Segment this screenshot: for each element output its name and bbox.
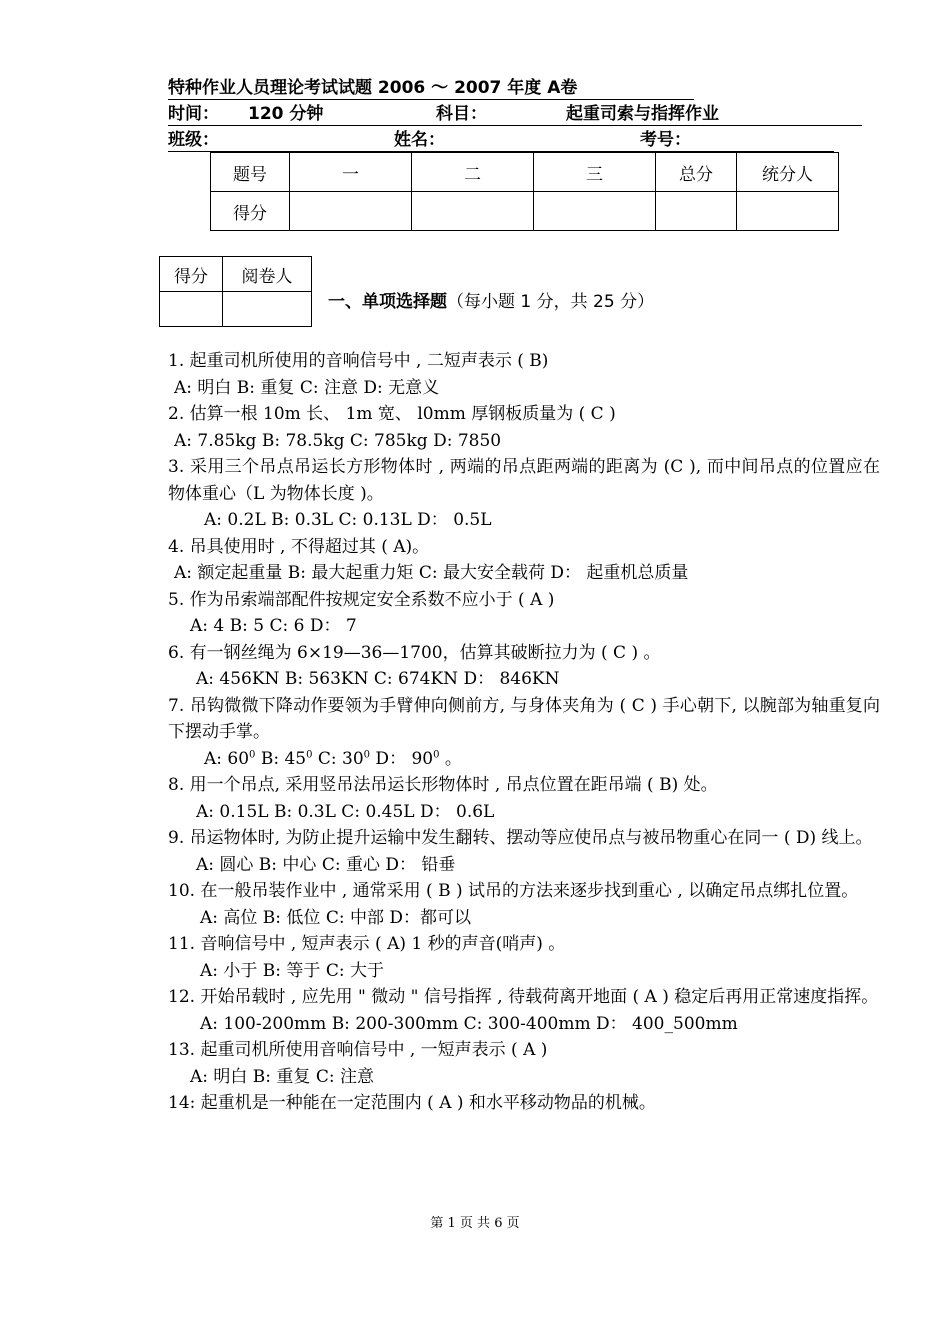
options-line: A: 高位 B: 低位 C: 中部 D：都可以 (200, 907, 472, 928)
options-line: A: 0.2L B: 0.3L C: 0.13L D： 0.5L (204, 510, 492, 530)
score-table-header (211, 153, 839, 192)
options-line: A: 明白 B: 重复 C: 注意 (190, 1066, 374, 1087)
options-line: A: 0.15L B: 0.3L C: 0.45L D： 0.6L (196, 801, 495, 822)
question-line: 10. 在一般吊装作业中 , 通常采用 ( B ) 试吊的方法来逐步找到重心 , 以确定吊点绑扎位置。 (168, 881, 859, 901)
exam-title (168, 77, 694, 100)
options-line: A: 456KN B: 563KN C: 674KN D： 846KN (196, 669, 560, 689)
question-line: 2. 估算一根 10m 长、 1m 宽、 l0mm 厚钢板质量为 ( C ) (168, 404, 616, 424)
score-cell (290, 192, 412, 231)
grader-table-row (160, 292, 312, 327)
question-line: 4. 吊具使用时 , 不得超过其 ( A)。 (168, 536, 430, 557)
question-line: 14: 起重机是一种能在一定范围内 ( A ) 和水平移动物品的机械。 (168, 1093, 656, 1113)
subject-value: 起重司索与指挥作业 (566, 104, 719, 124)
question-line: 5. 作为吊索端部配件按规定安全系数不应小于 ( A ) (168, 589, 555, 610)
name-label: 姓名： (394, 130, 445, 150)
question-line: 13. 起重司机所使用音响信号中 , 一短声表示 ( A ) (168, 1040, 548, 1060)
options-line: A: 小于 B: 等于 C: 大于 (200, 960, 384, 981)
score-header-cell: 一 (290, 153, 412, 192)
options-line: A: 4 B: 5 C: 6 D： 7 (190, 616, 357, 636)
grader-header-cell: 得分 (160, 257, 223, 292)
score-header-cell: 总分 (656, 153, 737, 192)
question-line: 7. 吊钩微微下降动作要领为手臂伸向侧前方, 与身体夹角为 ( C ) 手心朝下, 以腕部为轴重复向下摆动手掌。 (168, 695, 880, 742)
score-table-row (211, 192, 839, 231)
question-line: 8. 用一个吊点, 采用竖吊法吊运长形物体时 , 吊点位置在距吊端 ( B) 处。 (168, 775, 718, 795)
time-label: 时间： (168, 104, 219, 124)
options-line: A: $60^0$ B: $45^0$ C: $30^0$ D： $90^0$ 。 (204, 748, 462, 769)
question-line: 3. 采用三个吊点吊运长方形物体时 , 两端的吊点距两端的距离为 (C ), 而中间吊点的位置应在物体重心（L 为物体长度 )。 (168, 457, 880, 504)
grader-header-cell: 阅卷人 (223, 257, 312, 292)
student-info-line (168, 129, 834, 152)
score-header-cell: 统分人 (737, 153, 839, 192)
class-label: 班级： (168, 130, 219, 150)
section-title (328, 287, 654, 312)
page-footer: 第 1 页 共 6 页 (430, 1216, 520, 1231)
question-line: 12. 开始吊载时 , 应先用 " 微动 " 信号指挥 , 待载荷离开地面 ( A ) 稳定后再用正常速度指挥。 (168, 987, 879, 1007)
section-title-text: 一、单项选择题 (328, 292, 447, 312)
exam-title-text: 特种作业人员理论考试试题 2006 ～ 2007 年度 A卷 (168, 78, 578, 98)
options-line: A: 7.85kg B: 78.5kg C: 785kg D: 7850 (174, 430, 502, 451)
score-header-cell: 三 (534, 153, 656, 192)
exam-no-label: 考号： (640, 130, 691, 150)
grader-table-header (160, 257, 312, 292)
time-value: 120 分钟 (248, 104, 324, 124)
score-header-cell: 二 (412, 153, 534, 192)
score-header-cell: 题号 (211, 153, 290, 192)
time-subject-line (168, 103, 862, 126)
options-line: A: 明白 B: 重复 C: 注意 D: 无意义 (174, 377, 440, 398)
question-line: 9. 吊运物体时, 为防止提升运输中发生翻转、摆动等应使吊点与被吊物重心在同一 ( D) 线上。 (168, 828, 873, 848)
options-line: A: 圆心 B: 中心 C: 重心 D： 铅垂 (196, 854, 456, 875)
score-cell (412, 192, 534, 231)
question-line: 6. 有一钢丝绳为 6×19—36—1700，估算其破断拉力为 ( C ) 。 (168, 642, 661, 663)
score-table (210, 152, 839, 231)
grader-cell (160, 292, 223, 327)
grader-cell (223, 292, 312, 327)
score-cell (534, 192, 656, 231)
grader-table (159, 256, 312, 327)
score-cell (737, 192, 839, 231)
section-note: （每小题 1 分，共 25 分） (447, 292, 655, 312)
options-line: A: 100-200mm B: 200-300mm C: 300-400mm D： 400_500mm (200, 1013, 738, 1034)
question-line: 11. 音响信号中 , 短声表示 ( A) 1 秒的声音(哨声) 。 (168, 934, 566, 954)
score-row-label: 得分 (211, 192, 290, 231)
score-cell (656, 192, 737, 231)
question-line: 1. 起重司机所使用的音响信号中 , 二短声表示 ( B) (168, 351, 549, 371)
subject-label: 科目： (436, 104, 487, 124)
question-list (168, 348, 880, 1117)
options-line: A: 额定起重量 B: 最大起重力矩 C: 最大安全载荷 D： 起重机总质量 (174, 563, 689, 583)
